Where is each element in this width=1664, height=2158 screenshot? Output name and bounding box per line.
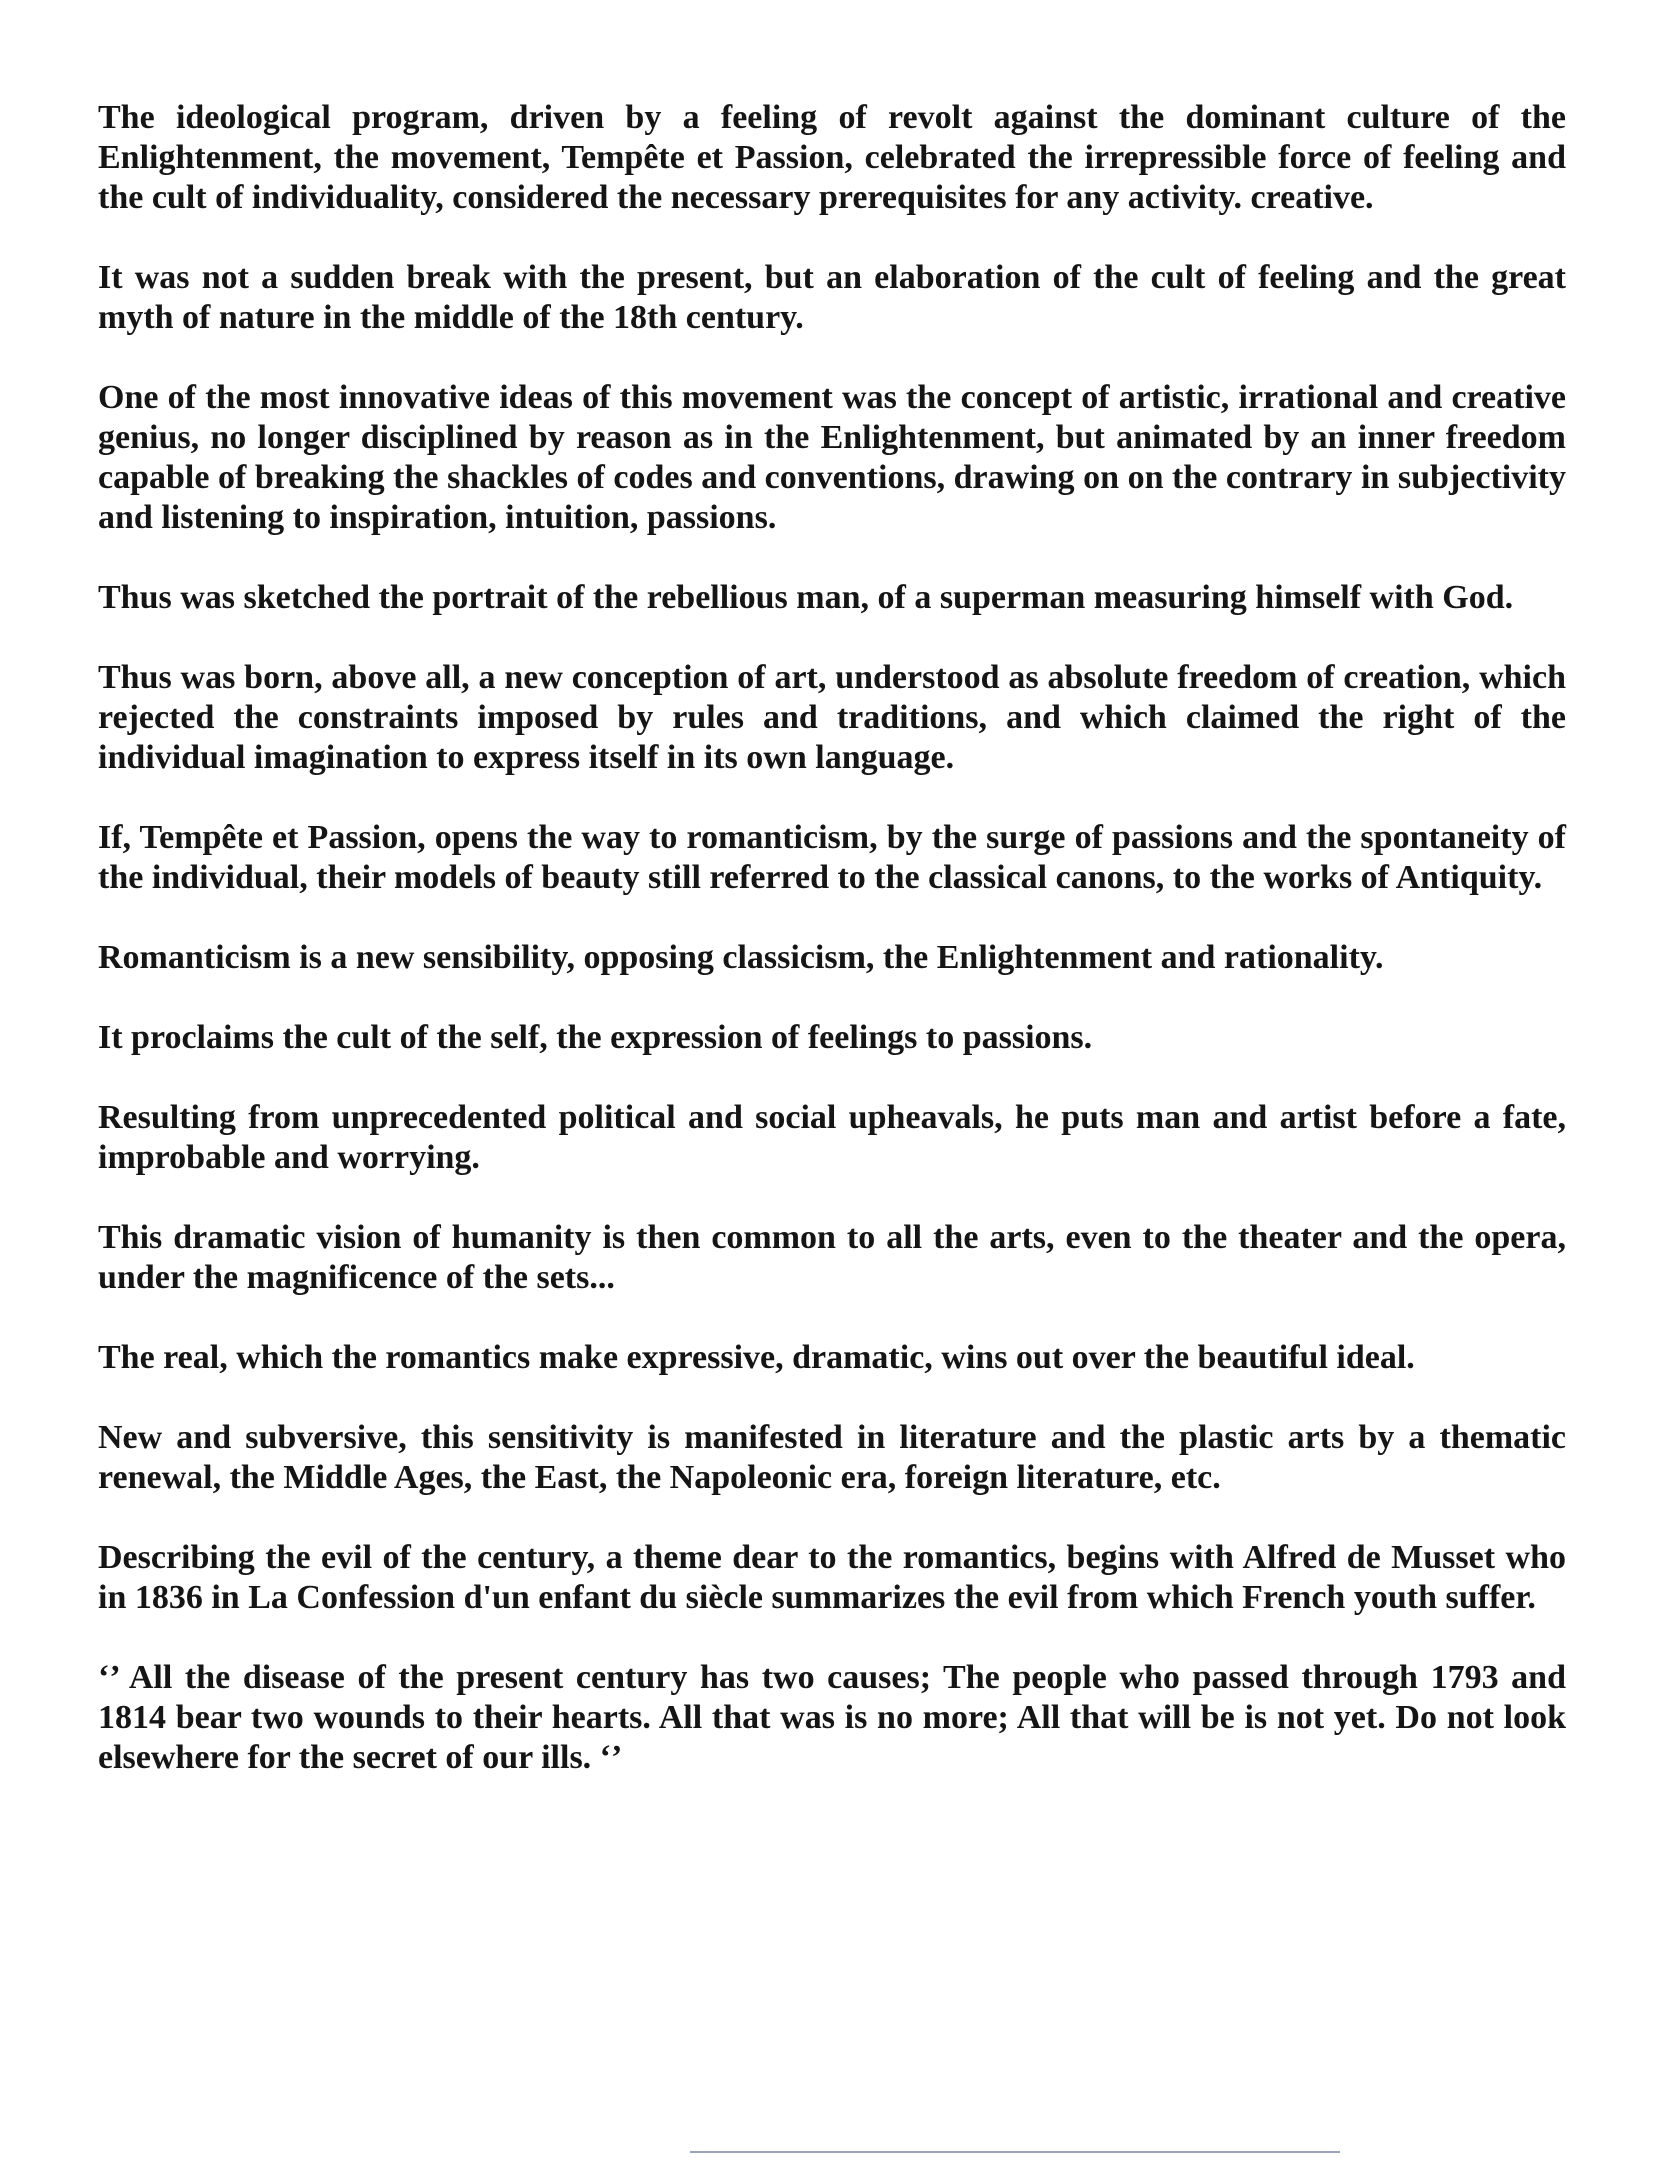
document-body xyxy=(98,98,1566,1778)
paragraph-6: If, Tempête et Passion, opens the way to romanticism, by the surge of passions and the spontaneity of the individual, their models of beauty still referred to the classical canons, to the works of Antiquity. xyxy=(98,819,1566,896)
paragraph-5: Thus was born, above all, a new conception of art, understood as absolute freedom of creation, which rejected the constraints imposed by rules and traditions, and which claimed the right of the individual imagination to express itself in its own language. xyxy=(98,659,1566,776)
paragraph-8: It proclaims the cult of the self, the expression of feelings to passions. xyxy=(98,1019,1093,1056)
paragraph-9: Resulting from unprecedented political and social upheavals, he puts man and artist before a fate, improbable and worrying. xyxy=(98,1099,1566,1176)
paragraph-13: Describing the evil of the century, a theme dear to the romantics, begins with Alfred de Musset who in 1836 in La Confession d'un enfant du siècle summarizes the evil from which French youth suffer. xyxy=(98,1539,1566,1616)
paragraph-12: New and subversive, this sensitivity is manifested in literature and the plastic arts by a thematic renewal, the Middle Ages, the East, the Napoleonic era, foreign literature, etc. xyxy=(98,1419,1566,1496)
quote-paragraph: ‘’ All the disease of the present century has two causes; The people who passed through 1793 and 1814 bear two wounds to their hearts. All that was is no more; All that will be is not yet. Do not look elsewhere for the secret of our ills. ‘’ xyxy=(98,1659,1566,1776)
paragraph-11: The real, which the romantics make expressive, dramatic, wins out over the beautiful ideal. xyxy=(98,1339,1415,1376)
paragraph-1: The ideological program, driven by a feeling of revolt against the dominant culture of the Enlightenment, the movement, Tempête et Passion, celebrated the irrepressible force of feeling and the cult of individuality, considered the necessary prerequisites for any activity. creative. xyxy=(98,99,1566,216)
paragraph-7: Romanticism is a new sensibility, opposing classicism, the Enlightenment and rationality. xyxy=(98,939,1384,976)
paragraph-2: It was not a sudden break with the present, but an elaboration of the cult of feeling and the great myth of nature in the middle of the 18th century. xyxy=(98,259,1566,336)
paragraph-3: One of the most innovative ideas of this movement was the concept of artistic, irrational and creative genius, no longer disciplined by reason as in the Enlightenment, but animated by an inner freedom capable of breaking the shackles of codes and conventions, drawing on on the contrary in subjectivity and listening to inspiration, intuition, passions. xyxy=(98,379,1566,536)
bottom-rule-divider xyxy=(690,2151,1340,2153)
paragraph-4: Thus was sketched the portrait of the rebellious man, of a superman measuring himself with God. xyxy=(98,579,1514,616)
paragraph-10: This dramatic vision of humanity is then common to all the arts, even to the theater and the opera, under the magnificence of the sets... xyxy=(98,1219,1566,1296)
